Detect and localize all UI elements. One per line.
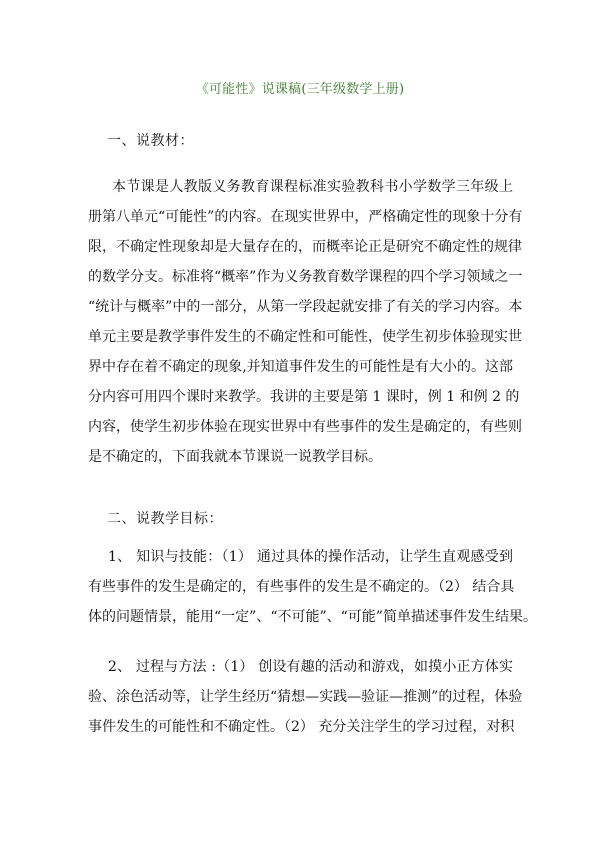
paragraph-line: 册第八单元“可能性”的内容。在现实世界中，严格确定性的现象十分有 <box>88 209 523 225</box>
paragraph-line: 的数学分支。标准将“概率”作为义务教育数学课程的四个学习领域之一 <box>88 269 523 285</box>
paragraph-line: 体的问题情景，能用“一定”、“不可能”、“可能”简单描述事件发生结果。 <box>88 609 537 625</box>
paragraph-line: 界中存在着不确定的现象,并知道事件发生的可能性是有大小的。这部 <box>88 359 513 375</box>
paragraph-line: 单元主要是教学事件发生的不确定性和可能性，使学生初步体验现实世 <box>88 329 522 345</box>
paragraph-line: 1、 知识与技能：（1） 通过具体的操作活动，让学生直观感受到 <box>108 549 513 565</box>
paragraph-line: 分内容可用四个课时来教学。我讲的主要是第 1 课时，例 1 和例 2 的 <box>88 389 520 405</box>
paragraph-line: 是不确定的，下面我就本节课说一说教学目标。 <box>88 449 382 465</box>
paragraph-line: 事件发生的可能性和不确定性。（2） 充分关注学生的学习过程，对积 <box>88 719 515 735</box>
paragraph-line: 限，不确定性现象却是大量存在的，而概率论正是研究不确定性的规律 <box>88 239 522 255</box>
paragraph-knowledge-skills <box>88 542 537 632</box>
paragraph-line: 2、 过程与方法 :（1） 创设有趣的活动和游戏，如摸小正方体实 <box>108 659 513 675</box>
paragraph-line: 有些事件的发生是确定的，有些事件的发生是不确定的。（2） 结合具 <box>88 579 515 595</box>
paragraph-line: “统计与概率”中的一部分，从第一学段起就安排了有关的学习内容。本 <box>88 299 523 315</box>
section-heading-objectives: 二、说教学目标： <box>107 511 223 527</box>
paragraph-process-methods <box>88 652 523 742</box>
paragraph-line: 本节课是人教版义务教育课程标准实验教科书小学数学三年级上 <box>112 179 513 195</box>
section-heading-textbook: 一、说教材： <box>107 133 194 149</box>
paragraph-line: 验、涂色活动等，让学生经历“猜想—实践—验证—推测”的过程，体验 <box>88 689 523 705</box>
paragraph-line: 内容，使学生初步体验在现实世界中有些事件的发生是确定的，有些则 <box>88 419 522 435</box>
paragraph-textbook <box>88 172 523 472</box>
document-title: 《可能性》说课稿(三年级数学上册) <box>195 82 405 97</box>
